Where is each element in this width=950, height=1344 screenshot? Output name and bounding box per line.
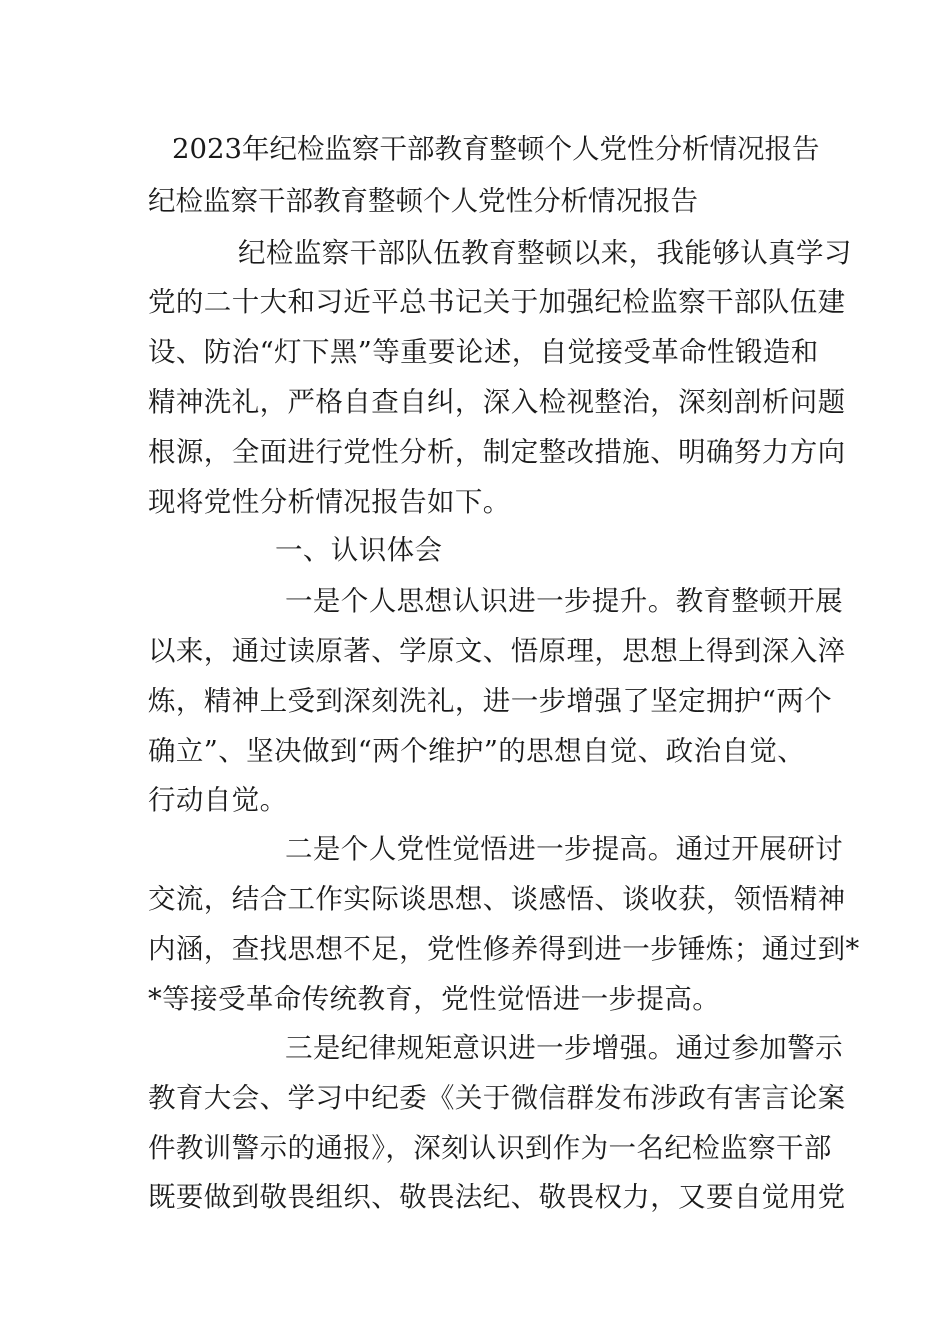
- document-subtitle: 纪检监察干部教育整顿个人党性分析情况报告: [148, 185, 698, 217]
- paragraph-line: 教育大会、学习中纪委《关于微信群发布涉政有害言论案: [148, 1082, 846, 1114]
- document-title: 2023年纪检监察干部教育整顿个人党性分析情况报告: [172, 133, 820, 165]
- paragraph-line: 交流，结合工作实际谈思想、谈感悟、谈收获，领悟精神: [148, 883, 846, 915]
- paragraph-line: 设、防治“灯下黑”等重要论述，自觉接受革命性锻造和: [148, 336, 819, 368]
- paragraph-line: 一是个人思想认识进一步提升。教育整顿开展: [285, 585, 843, 617]
- paragraph-line: 根源，全面进行党性分析，制定整改措施、明确努力方向: [148, 436, 846, 468]
- paragraph-line: 纪检监察干部队伍教育整顿以来，我能够认真学习: [238, 237, 852, 269]
- paragraph-line: 党的二十大和习近平总书记关于加强纪检监察干部队伍建: [148, 286, 846, 318]
- section-heading: 一、认识体会: [275, 534, 443, 566]
- paragraph-line: 二是个人党性觉悟进一步提高。通过开展研讨: [285, 833, 843, 865]
- paragraph-line: 以来，通过读原著、学原文、悟原理，思想上得到深入淬: [148, 635, 846, 667]
- paragraph-line: 确立”、坚决做到“两个维护”的思想自觉、政治自觉、: [148, 735, 806, 767]
- paragraph-line: 炼，精神上受到深刻洗礼，进一步增强了坚定拥护“两个: [148, 685, 833, 717]
- paragraph-line: 三是纪律规矩意识进一步增强。通过参加警示: [285, 1032, 843, 1064]
- paragraph-line: 内涵，查找思想不足，党性修养得到进一步锤炼；通过到*: [148, 933, 860, 965]
- paragraph-line: 现将党性分析情况报告如下。: [148, 486, 511, 518]
- paragraph-line: *等接受革命传统教育，党性觉悟进一步提高。: [148, 983, 721, 1015]
- paragraph-line: 行动自觉。: [148, 784, 288, 816]
- paragraph-line: 既要做到敬畏组织、敬畏法纪、敬畏权力，又要自觉用党: [148, 1181, 846, 1213]
- paragraph-line: 件教训警示的通报》，深刻认识到作为一名纪检监察干部: [148, 1132, 832, 1164]
- paragraph-line: 精神洗礼，严格自查自纠，深入检视整治，深刻剖析问题: [148, 386, 846, 418]
